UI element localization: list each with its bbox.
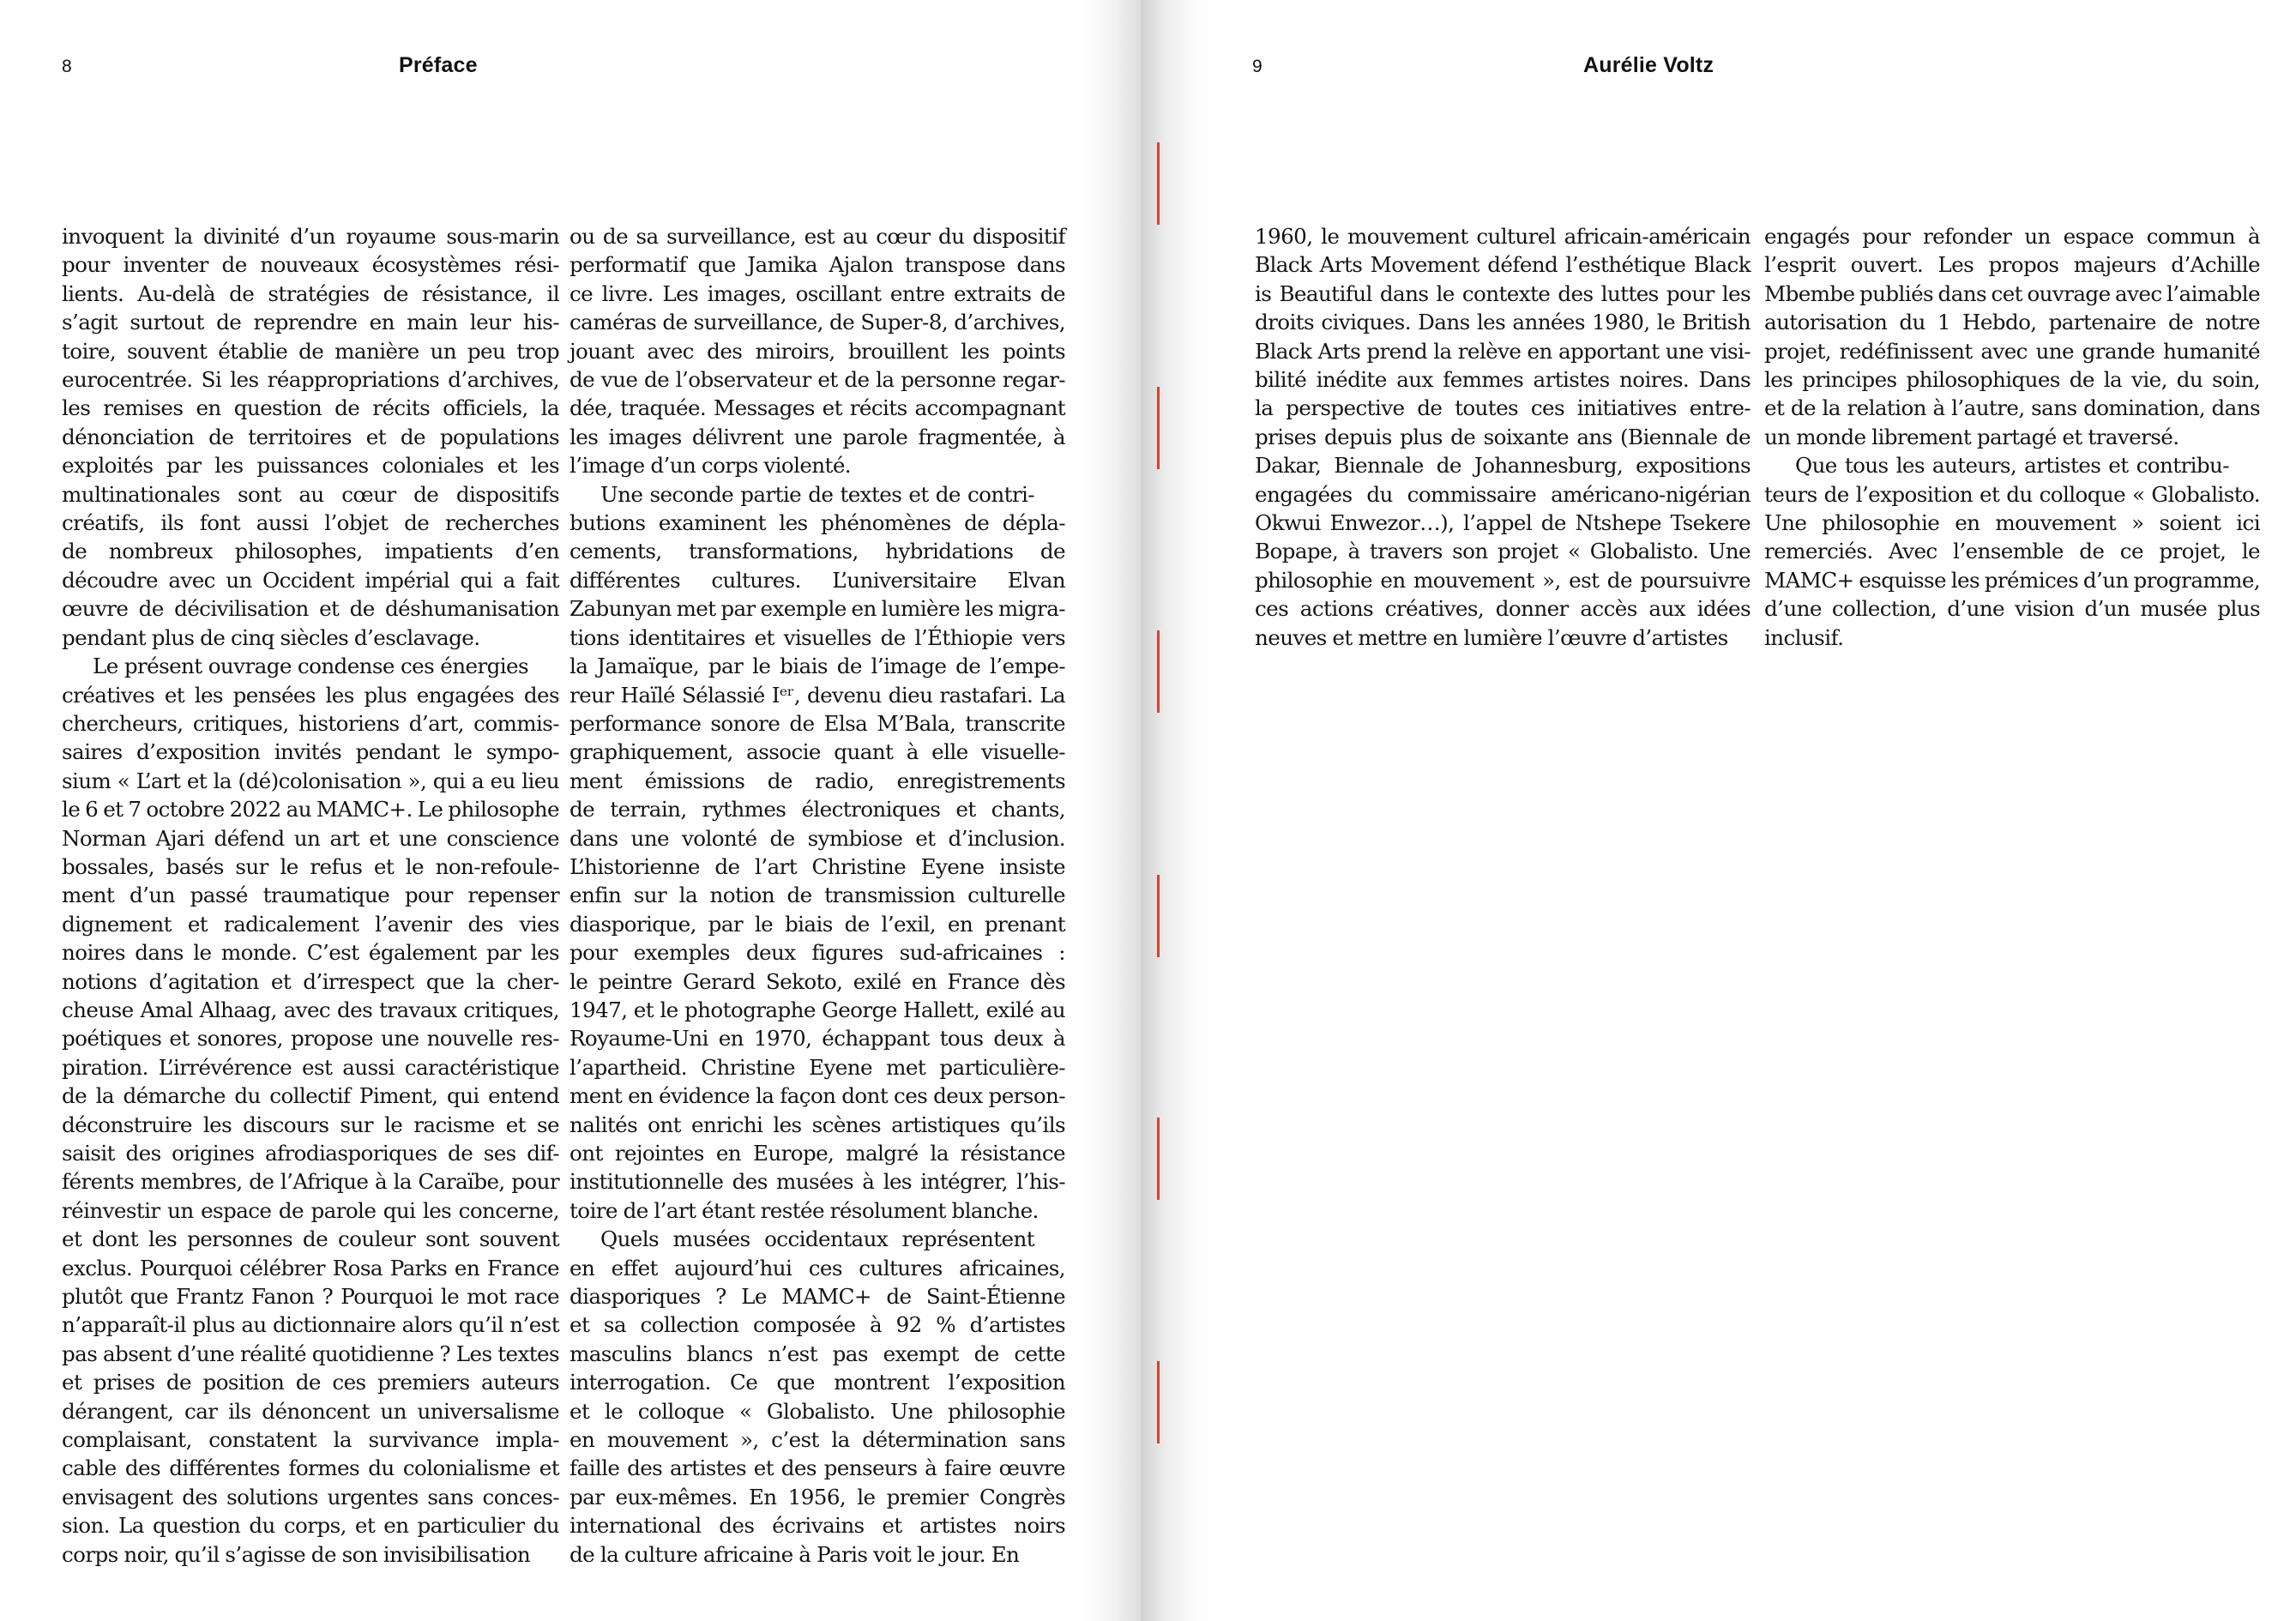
text-line: pas absent d’une réalité quotidienne ? Les textes [62,1341,559,1366]
text-line: et le colloque « Globalisto. Une philosophie [569,1398,1065,1424]
left-page [0,0,1141,1621]
text-line: ont rejointes en Europe, malgré la résistance [569,1141,1065,1166]
paragraph [569,480,1065,1226]
text-line: la Jamaïque, par le biais de l’image de l’empe- [569,654,1065,679]
text-line: piration. L’irrévérence est aussi caractéristique [62,1054,559,1080]
text-column-3 [1255,222,1751,652]
text-line: projet, redéfinissent avec une grande humanité [1764,338,2260,364]
text-line: réinvestir un espace de parole qui les concerne, [62,1197,559,1223]
text-line: corps noir, qu’il s’agisse de son invisibilisation [62,1541,531,1567]
text-line: prises depuis plus de soixante ans (Biennale de [1255,424,1751,449]
text-line: les remises en question de récits officiels, la [62,395,559,421]
text-column-4 [1764,222,2260,652]
running-head: Aurélie Voltz [1583,53,1714,77]
paragraph [62,222,559,652]
text-line: 1947, et le photographe George Hallett, exilé au [569,997,1065,1022]
text-column-2 [569,222,1065,1569]
text-line: interrogation. Ce que montrent l’exposition [569,1370,1065,1395]
text-line: en mouvement », c’est la détermination sans [569,1427,1065,1453]
text-line: pour inventer de nouveaux écosystèmes rési- [62,252,559,278]
text-line: tions identitaires et visuelles de l’Éthiopie vers [569,624,1065,650]
text-line: découdre avec un Occident impérial qui a fait [62,567,559,593]
gutter-marker [1157,1118,1160,1200]
text-line: exploités par les puissances coloniales et les [62,453,559,479]
text-line: MAMC+ esquisse les prémices d’un programme, [1764,567,2260,593]
text-line: cements, transformations, hybridations de [569,539,1065,564]
paragraph [1255,222,1751,652]
text-line: saires d’exposition invités pendant le sympo- [62,739,559,765]
text-line: différentes cultures. L’universitaire Elvan [569,567,1065,593]
text-line: Une philosophie en mouvement » soient ici [1764,510,2260,536]
text-line: les principes philosophiques de la vie, du soin, [1764,367,2260,393]
text-line: les images délivrent une parole fragmentée, à [569,424,1065,449]
text-line: complaisant, constatent la survivance impla- [62,1427,559,1453]
gutter-marker [1157,875,1160,957]
paragraph [1764,451,2260,652]
text-line: pendant plus de cinq siècles d’esclavage. [62,624,480,650]
text-line: teurs de l’exposition et du colloque « Globalisto. [1764,481,2260,507]
text-line: l’esprit ouvert. Les propos majeurs d’Achille [1764,252,2260,278]
text-line: œuvre de décivilisation et de déshumanisation [62,596,559,622]
text-line: s’agit surtout de reprendre en main leur his- [62,310,559,335]
text-line: diasporique, par le biais de l’exil, en prenant [569,911,1065,937]
text-line: Zabunyan met par exemple en lumière les migra- [569,596,1065,622]
text-line: plutôt que Frantz Fanon ? Pourquoi le mot race [62,1284,559,1310]
text-line: bossales, basés sur le refus et le non-refoule- [62,853,559,879]
text-line: la perspective de toutes ces initiatives entre- [1255,395,1751,421]
text-line: et de la relation à l’autre, sans domination, dans [1764,395,2260,421]
text-line: butions examinent les phénomènes de dépla- [569,510,1065,536]
text-line: de la démarche du collectif Piment, qui entend [62,1083,559,1109]
text-line: dénonciation de territoires et de populations [62,424,559,449]
text-line: en effet aujourd’hui ces cultures africaines, [569,1255,1065,1281]
text-line: et sa collection composée à 92 % d’artistes [569,1312,1065,1338]
text-line: dée, traquée. Messages et récits accompagnant [569,395,1065,421]
text-line: remerciés. Avec l’ensemble de ce projet, le [1764,539,2260,564]
text-line: Une seconde partie de textes et de contri- [600,481,1034,507]
text-line: ou de sa surveillance, est au cœur du dispositif [569,224,1065,249]
text-line: de terrain, rythmes électroniques et chants, [569,797,1065,823]
text-line: ment en évidence la façon dont ces deux person- [569,1083,1065,1109]
text-line: Le présent ouvrage condense ces énergies [93,654,528,679]
text-line: créatifs, ils font aussi l’objet de recherches [62,510,559,536]
text-line: pour exemples deux figures sud-africaines : [569,940,1065,966]
text-line: par eux-mêmes. En 1956, le premier Congrès [569,1484,1065,1510]
running-head: Préface [399,53,478,77]
text-line: multinationales sont au cœur de dispositifs [62,481,559,507]
text-line: droits civiques. Dans les années 1980, le British [1255,310,1751,335]
text-line: is Beautiful dans le contexte des luttes pour les [1255,280,1751,306]
text-line: de la culture africaine à Paris voit le jour. En [569,1541,1020,1567]
text-line: ce livre. Les images, oscillant entre extraits de [569,280,1065,306]
text-line: lients. Au-delà de stratégies de résistance, il [62,280,559,306]
gutter-marker [1157,1361,1160,1443]
text-line: performance sonore de Elsa M’Bala, transcrite [569,710,1065,736]
text-line: reur Haïlé Sélassié Iᵉʳ, devenu dieu rastafari. La [569,682,1065,708]
text-line: poétiques et sonores, propose une nouvelle res- [62,1026,559,1052]
text-line: jouant avec des miroirs, brouillent les points [569,338,1065,364]
text-line: et prises de position de ces premiers auteurs [62,1370,559,1395]
text-line: Black Arts prend la relève en apportant une visi- [1255,338,1751,364]
text-line: Bopape, à travers son projet « Globalisto. Une [1255,539,1751,564]
text-line: graphiquement, associe quant à elle visuelle- [569,739,1065,765]
text-line: un monde librement partagé et traversé. [1764,424,2179,449]
text-line: envisagent des solutions urgentes sans conces- [62,1484,559,1510]
text-line: Black Arts Movement défend l’esthétique Black [1255,252,1751,278]
text-line: sion. La question du corps, et en particulier du [62,1513,559,1539]
text-line: inclusif. [1764,624,1844,650]
gutter-marker [1157,142,1160,225]
text-line: déconstruire les discours sur le racisme et se [62,1112,559,1137]
gutter-marker [1157,387,1160,469]
text-line: férents membres, de l’Afrique à la Caraïbe, pour [62,1169,559,1195]
text-line: neuves et mettre en lumière l’œuvre d’artistes [1255,624,1728,650]
text-line: performatif que Jamika Ajalon transpose dans [569,252,1065,278]
text-line: dérangent, car ils dénoncent un universalisme [62,1398,559,1424]
text-line: de vue de l’observateur et de la personne regar- [569,367,1065,393]
text-line: cheuse Amal Alhaag, avec des travaux critiques, [62,997,559,1022]
text-line: ment d’un passé traumatique pour repenser [62,883,559,908]
text-line: chercheurs, critiques, historiens d’art, commis- [62,710,559,736]
text-line: eurocentrée. Si les réappropriations d’archives, [62,367,559,393]
text-line: diasporiques ? Le MAMC+ de Saint-Étienne [569,1284,1065,1310]
text-line: notions d’agitation et d’irrespect que la cher- [62,968,559,994]
text-line: enfin sur la notion de transmission culturelle [569,883,1065,908]
text-line: ment émissions de radio, enregistrements [569,768,1065,793]
text-line: saisit des origines afrodiasporiques de ses dif- [62,1141,559,1166]
text-line: le 6 et 7 octobre 2022 au MAMC+. Le philosophe [62,797,559,823]
text-line: l’image d’un corps violenté. [569,453,852,479]
text-line: masculins blancs n’est pas exempt de cette [569,1341,1065,1366]
text-line: de nombreux philosophes, impatients d’en [62,539,559,564]
text-line: faille des artistes et des penseurs à faire œuvre [569,1455,1065,1481]
paragraph [569,222,1065,480]
paragraph [569,1225,1065,1569]
text-line: Quels musées occidentaux représentent [600,1226,1034,1252]
text-line: invoquent la divinité d’un royaume sous-marin [62,224,559,249]
page-number: 9 [1252,57,1262,76]
text-line: toire de l’art étant restée résolument blanche. [569,1197,1039,1223]
text-line: bilité inédite aux femmes artistes noires. Dans [1255,367,1751,393]
text-line: Okwui Enwezor…), l’appel de Ntshepe Tsekere [1255,510,1751,536]
text-line: l’apartheid. Christine Eyene met particulière- [569,1054,1065,1080]
text-line: engagés pour refonder un espace commun à [1764,224,2260,249]
text-line: institutionnelle des musées à les intégrer, l’his- [569,1169,1065,1195]
text-line: Norman Ajari défend un art et une conscience [62,825,559,851]
text-line: Royaume-Uni en 1970, échappant tous deux à [569,1026,1065,1052]
text-line: créatives et les pensées les plus engagées des [62,682,559,708]
text-line: noires dans le monde. C’est également par les [62,940,559,966]
text-line: et dont les personnes de couleur sont souvent [62,1226,559,1252]
text-line: sium « L’art et la (dé)colonisation », qui a eu lieu [62,768,559,793]
text-line: ces actions créatives, donner accès aux idées [1255,596,1751,622]
gutter-marker [1157,630,1160,713]
text-line: d’une collection, d’une vision d’un musée plus [1764,596,2260,622]
text-line: dans une volonté de symbiose et d’inclusion. [569,825,1065,851]
paragraph [1764,222,2260,451]
text-line: toire, souvent établie de manière un peu trop [62,338,559,364]
text-line: autorisation du 1 Hebdo, partenaire de notre [1764,310,2260,335]
text-line: exclus. Pourquoi célébrer Rosa Parks en France [62,1255,559,1281]
text-line: n’apparaît-il plus au dictionnaire alors qu’il n’est [62,1312,559,1338]
text-line: philosophie en mouvement », est de poursuivre [1255,567,1751,593]
text-line: caméras de surveillance, de Super-8, d’archives, [569,310,1065,335]
paragraph [62,652,559,1569]
text-line: Dakar, Biennale de Johannesburg, expositions [1255,453,1751,479]
text-line: cable des différentes formes du colonialisme et [62,1455,559,1481]
text-line: dignement et radicalement l’avenir des vies [62,911,559,937]
text-line: Mbembe publiés dans cet ouvrage avec l’aimable [1764,280,2260,306]
text-line: le peintre Gerard Sekoto, exilé en France dès [569,968,1065,994]
text-line: 1960, le mouvement culturel africain-américain [1255,224,1751,249]
text-column-1 [62,222,559,1569]
text-line: international des écrivains et artistes noirs [569,1513,1065,1539]
text-line: nalités ont enrichi les scènes artistiques qu’ils [569,1112,1065,1137]
text-line: Que tous les auteurs, artistes et contribu- [1795,453,2229,479]
text-line: L’historienne de l’art Christine Eyene insiste [569,853,1065,879]
page-number: 8 [62,57,72,76]
text-line: engagées du commissaire américano-nigérian [1255,481,1751,507]
